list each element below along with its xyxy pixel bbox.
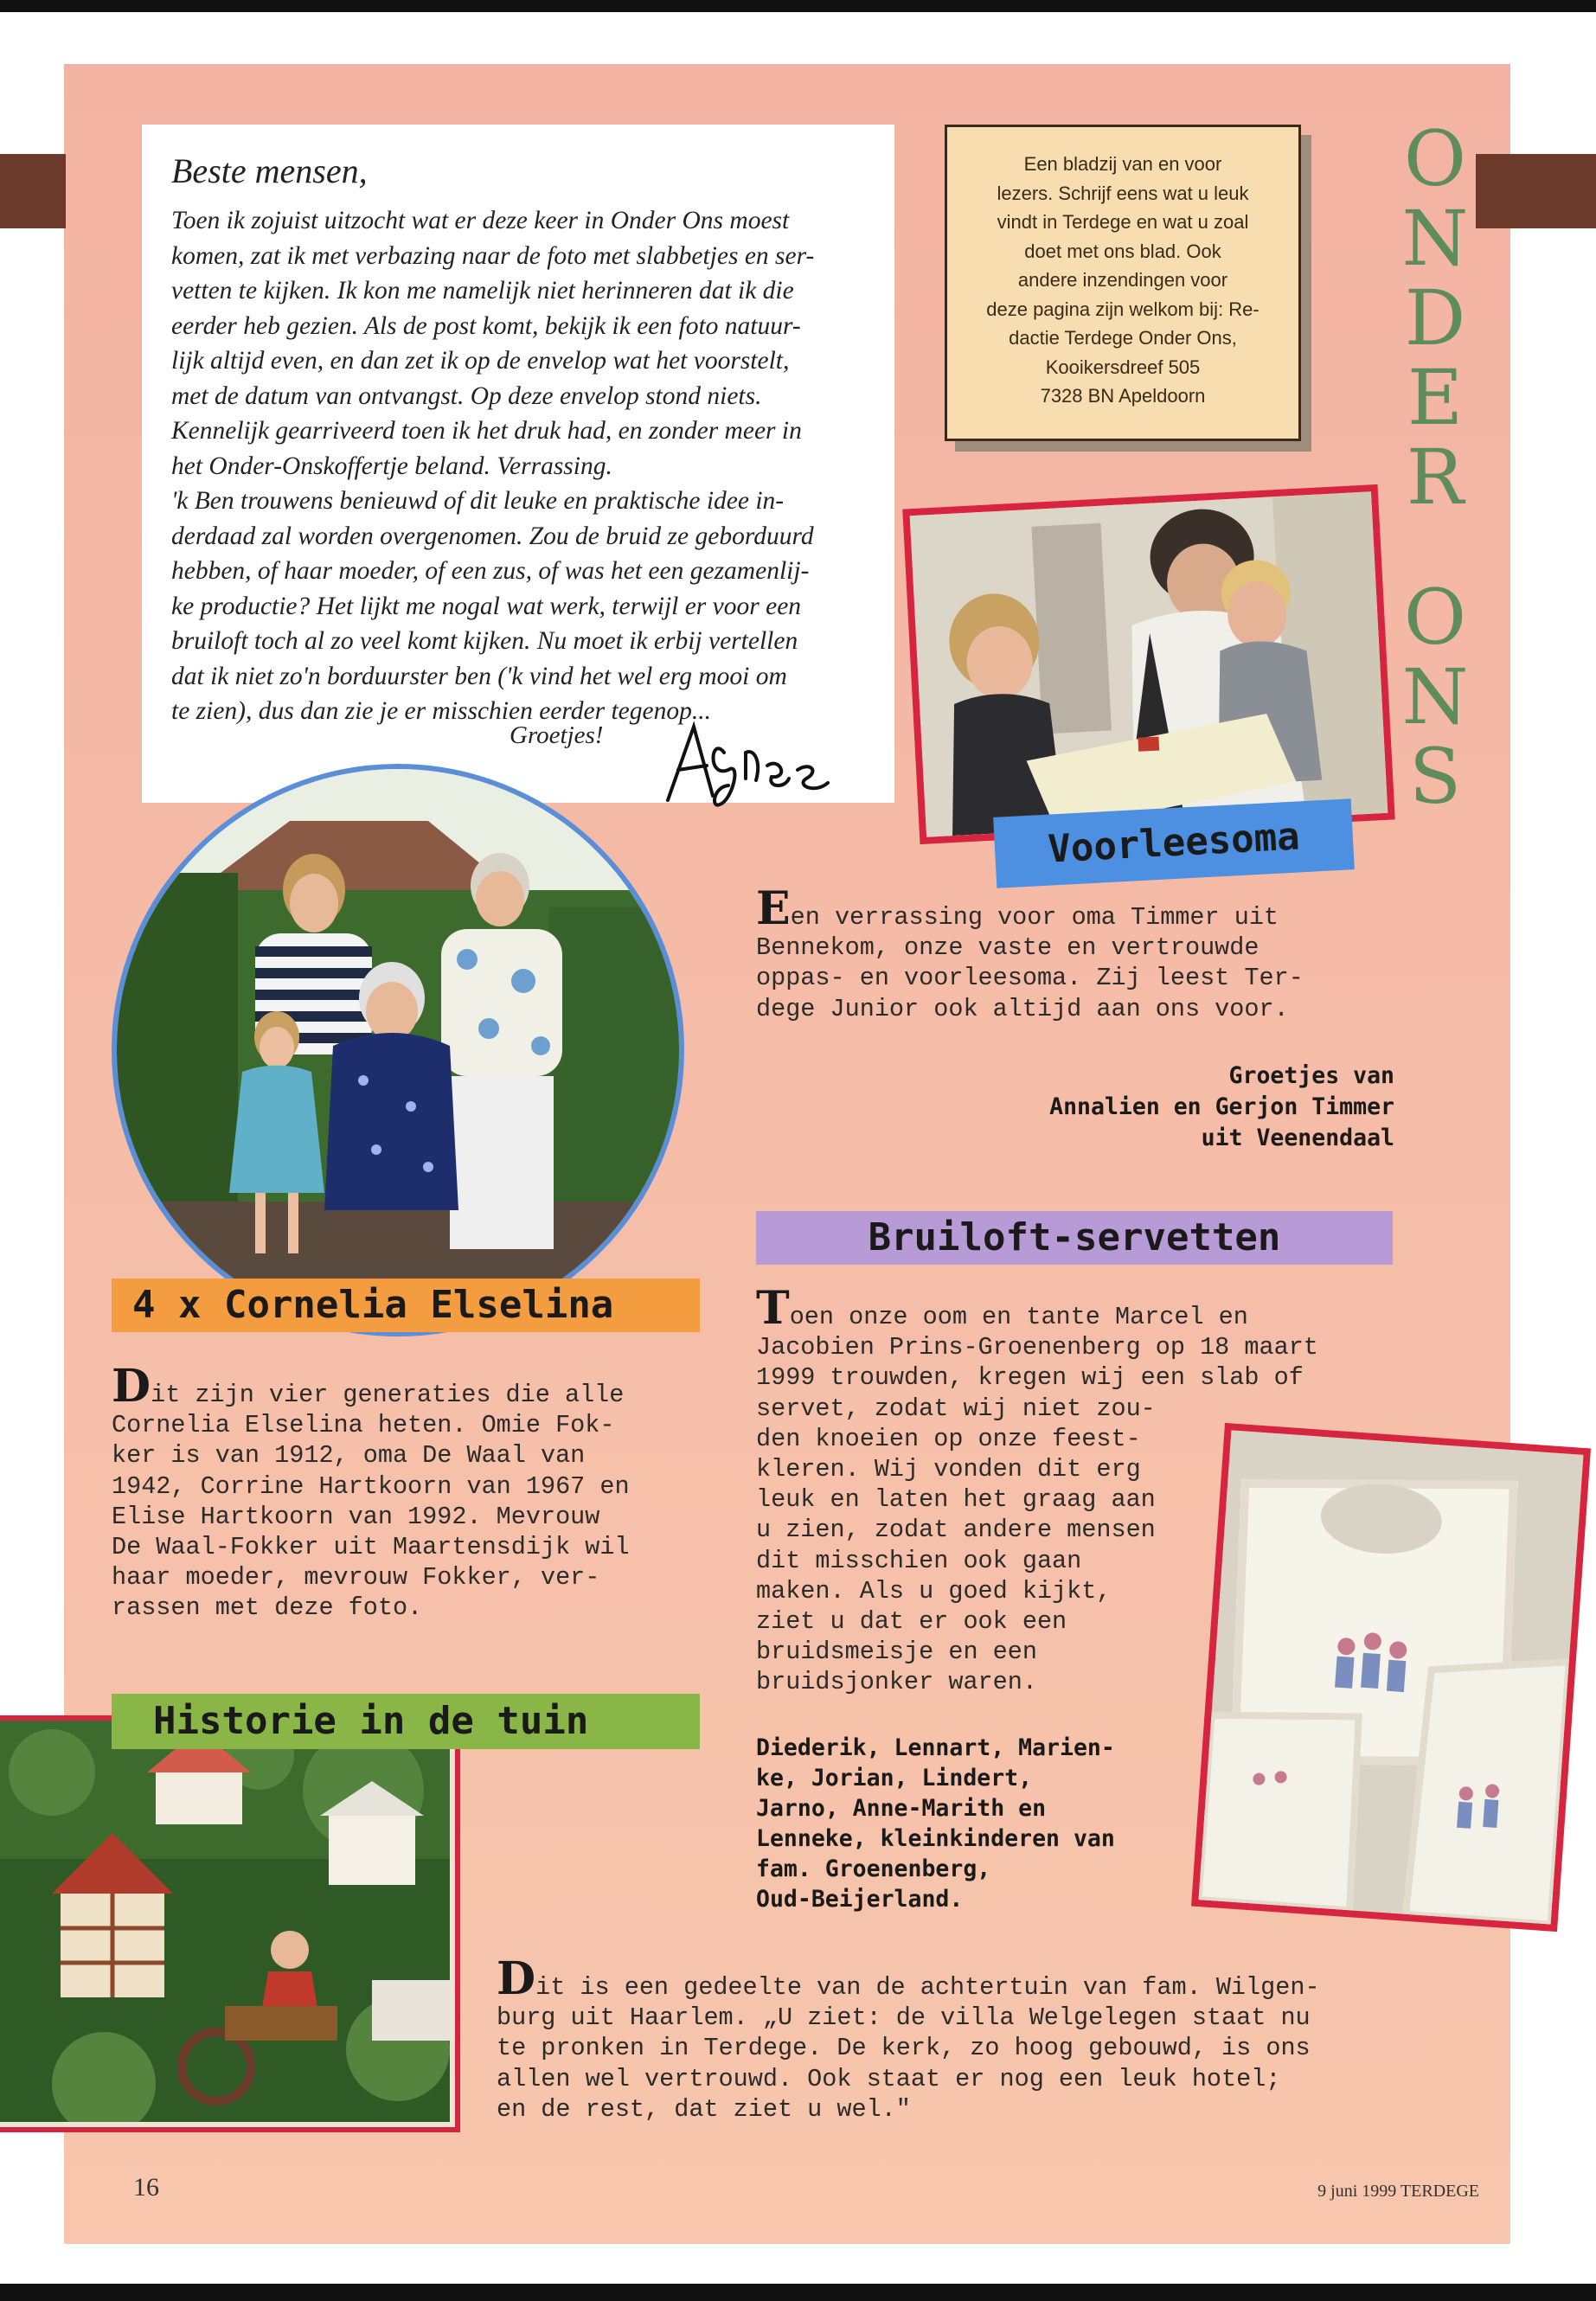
heading-historie: Historie in de tuin: [112, 1694, 700, 1749]
vertical-letter-1: O: [1403, 114, 1467, 203]
body-voorleesoma: en verrassing voor oma Timmer uit Bennekom, onze vaste en vertrouwde oppas- en voorleesoma. Zij leest Ter- dege Junior ook altijd aan ons voor.: [756, 903, 1304, 1023]
section-tab-right: [1476, 154, 1596, 228]
heading-cornelia: 4 x Cornelia Elselina: [112, 1279, 700, 1332]
vertical-letter-2: N: [1401, 194, 1469, 283]
text-cornelia: [112, 1360, 717, 1624]
letter-closing: Groetjes!: [510, 721, 604, 749]
photo-four-generations: [112, 764, 684, 1336]
section-title-vertical: [1396, 114, 1474, 821]
body-cornelia: it zijn vier generaties die alle Cornelia Elselina heten. Omie Fok- ker is van 1912, oma De Waal van 1942, Corrine Hartkoorn van 1967 en Elise Hartkoorn van 1992. Mevrouw De Waal-Fokker uit Maartensdijk wil haar moeder, mevrouw Fokker, ver- rassen met deze foto.: [112, 1381, 630, 1623]
body-bruiloft: oen onze oom en tante Marcel en Jacobien Prins-Groenenberg op 18 maart 1999 trouwden, kregen wij een slab of servet, zodat wij niet zou- den knoeien op onze feest- kleren. Wij vonden dit erg leuk en laten het graag aan u zien, zodat andere mensen dit misschien ook gaan maken. Als u goed kijkt, ziet u dat er ook een bruidsmeisje en een bruidsjonker waren.: [756, 1303, 1318, 1697]
heading-bruiloft: Bruiloft-servetten: [756, 1211, 1393, 1265]
letter-body: Toen ik zojuist uitzocht wat er deze keer in Onder Ons moest komen, zat ik met verbazing naar de foto met slabbetjes en ser- vetten te kijken. Ik kon me namelijk niet herinneren dat ik die eerder heb gezien. Als de post komt, bekijk ik een foto natuur- lijk altijd even, en dan zet ik op de envelop wat het voorstelt, met de datum van ontvangst. Op deze envelop stond niets. Kennelijk gearriveerd toen ik het druk had, en zonder meer in het Onder-Onskoffertje beland. Verrassing. 'k Ben trouwens benieuwd of dit leuke en praktische idee in- derdaad zal worden overgenomen. Zou de bruid ze geborduurd hebben, of haar moeder, of een zus, of was het een gezamenlij- ke productie? Het lijkt me nogal wat werk, terwijl er voor een bruiloft toch al zo veel komt kijken. Nu moet ik erbij vertellen dat ik niet zo'n borduurster ben ('k vind het wel erg mooi om te zien), dus dan zie je er misschien eerder tegenop...: [171, 207, 815, 725]
photo-bruiloft-servetten: [1191, 1423, 1591, 1932]
info-box: Een bladzij van en voor lezers. Schrijf eens wat u leuk vindt in Terdege en wat u zoal doet met ons blad. Ook andere inzendingen voor deze pagina zijn welkom bij: Re- dactie Terdege Onder Ons, Kooikersdreef 505 7328 BN Apeldoorn: [945, 125, 1301, 441]
editor-letter: [142, 125, 894, 803]
vertical-letter-4: E: [1407, 353, 1464, 442]
photo-voorleesoma: [902, 484, 1395, 844]
heading-voorleesoma: Voorleesoma: [993, 798, 1355, 888]
vertical-letter-8: S: [1408, 732, 1462, 821]
top-border: [0, 0, 1596, 12]
dropcap-voorleesoma: E: [756, 882, 791, 935]
photo-historie-tuin: [0, 1715, 460, 2132]
text-voorleesoma: [756, 882, 1413, 1024]
vertical-space: [1396, 519, 1474, 580]
section-tab-left: [0, 154, 66, 228]
text-historie: [497, 1952, 1439, 2125]
page-number: 16: [133, 2173, 159, 2202]
dropcap-historie: D: [497, 1952, 536, 2005]
vertical-letter-3: D: [1404, 273, 1466, 362]
photo-four-generations-image: [117, 769, 679, 1331]
bottom-border: [0, 2284, 1596, 2301]
photo-historie-tuin-image: [0, 1721, 450, 2122]
vertical-letter-6: O: [1403, 573, 1467, 662]
signed-bruiloft: Diederik, Lennart, Marien- ke, Jorian, Lindert, Jarno, Anne-Marith en Lenneke, kleinkinderen van fam. Groenenberg, Oud-Beijerland.: [756, 1734, 1115, 1913]
issue-footer: 9 juni 1999 TERDEGE: [1317, 2182, 1479, 2201]
photo-voorleesoma-image: [910, 491, 1388, 836]
vertical-letter-5: R: [1406, 433, 1465, 522]
dropcap-cornelia: D: [112, 1360, 151, 1413]
signed-voorleesoma: Groetjes van Annalien en Gerjon Timmer uit Veenendaal: [1049, 1062, 1394, 1151]
body-historie: it is een gedeelte van de achtertuin van fam. Wilgen- burg uit Haarlem. „U ziet: de villa Welgelegen staat nu te pronken in Terdege. De kerk, zo hoog gebouwd, is ons allen wel vertrouwd. Ook staat er nog een leuk hotel; en de rest, dat ziet u wel.": [497, 1973, 1320, 2124]
agnes-signature: [659, 718, 841, 813]
vertical-letter-7: N: [1401, 652, 1469, 741]
photo-bruiloft-servetten-image: [1199, 1430, 1584, 1924]
letter-heading: Beste mensen,: [171, 151, 368, 190]
dropcap-bruiloft: T: [756, 1282, 790, 1335]
